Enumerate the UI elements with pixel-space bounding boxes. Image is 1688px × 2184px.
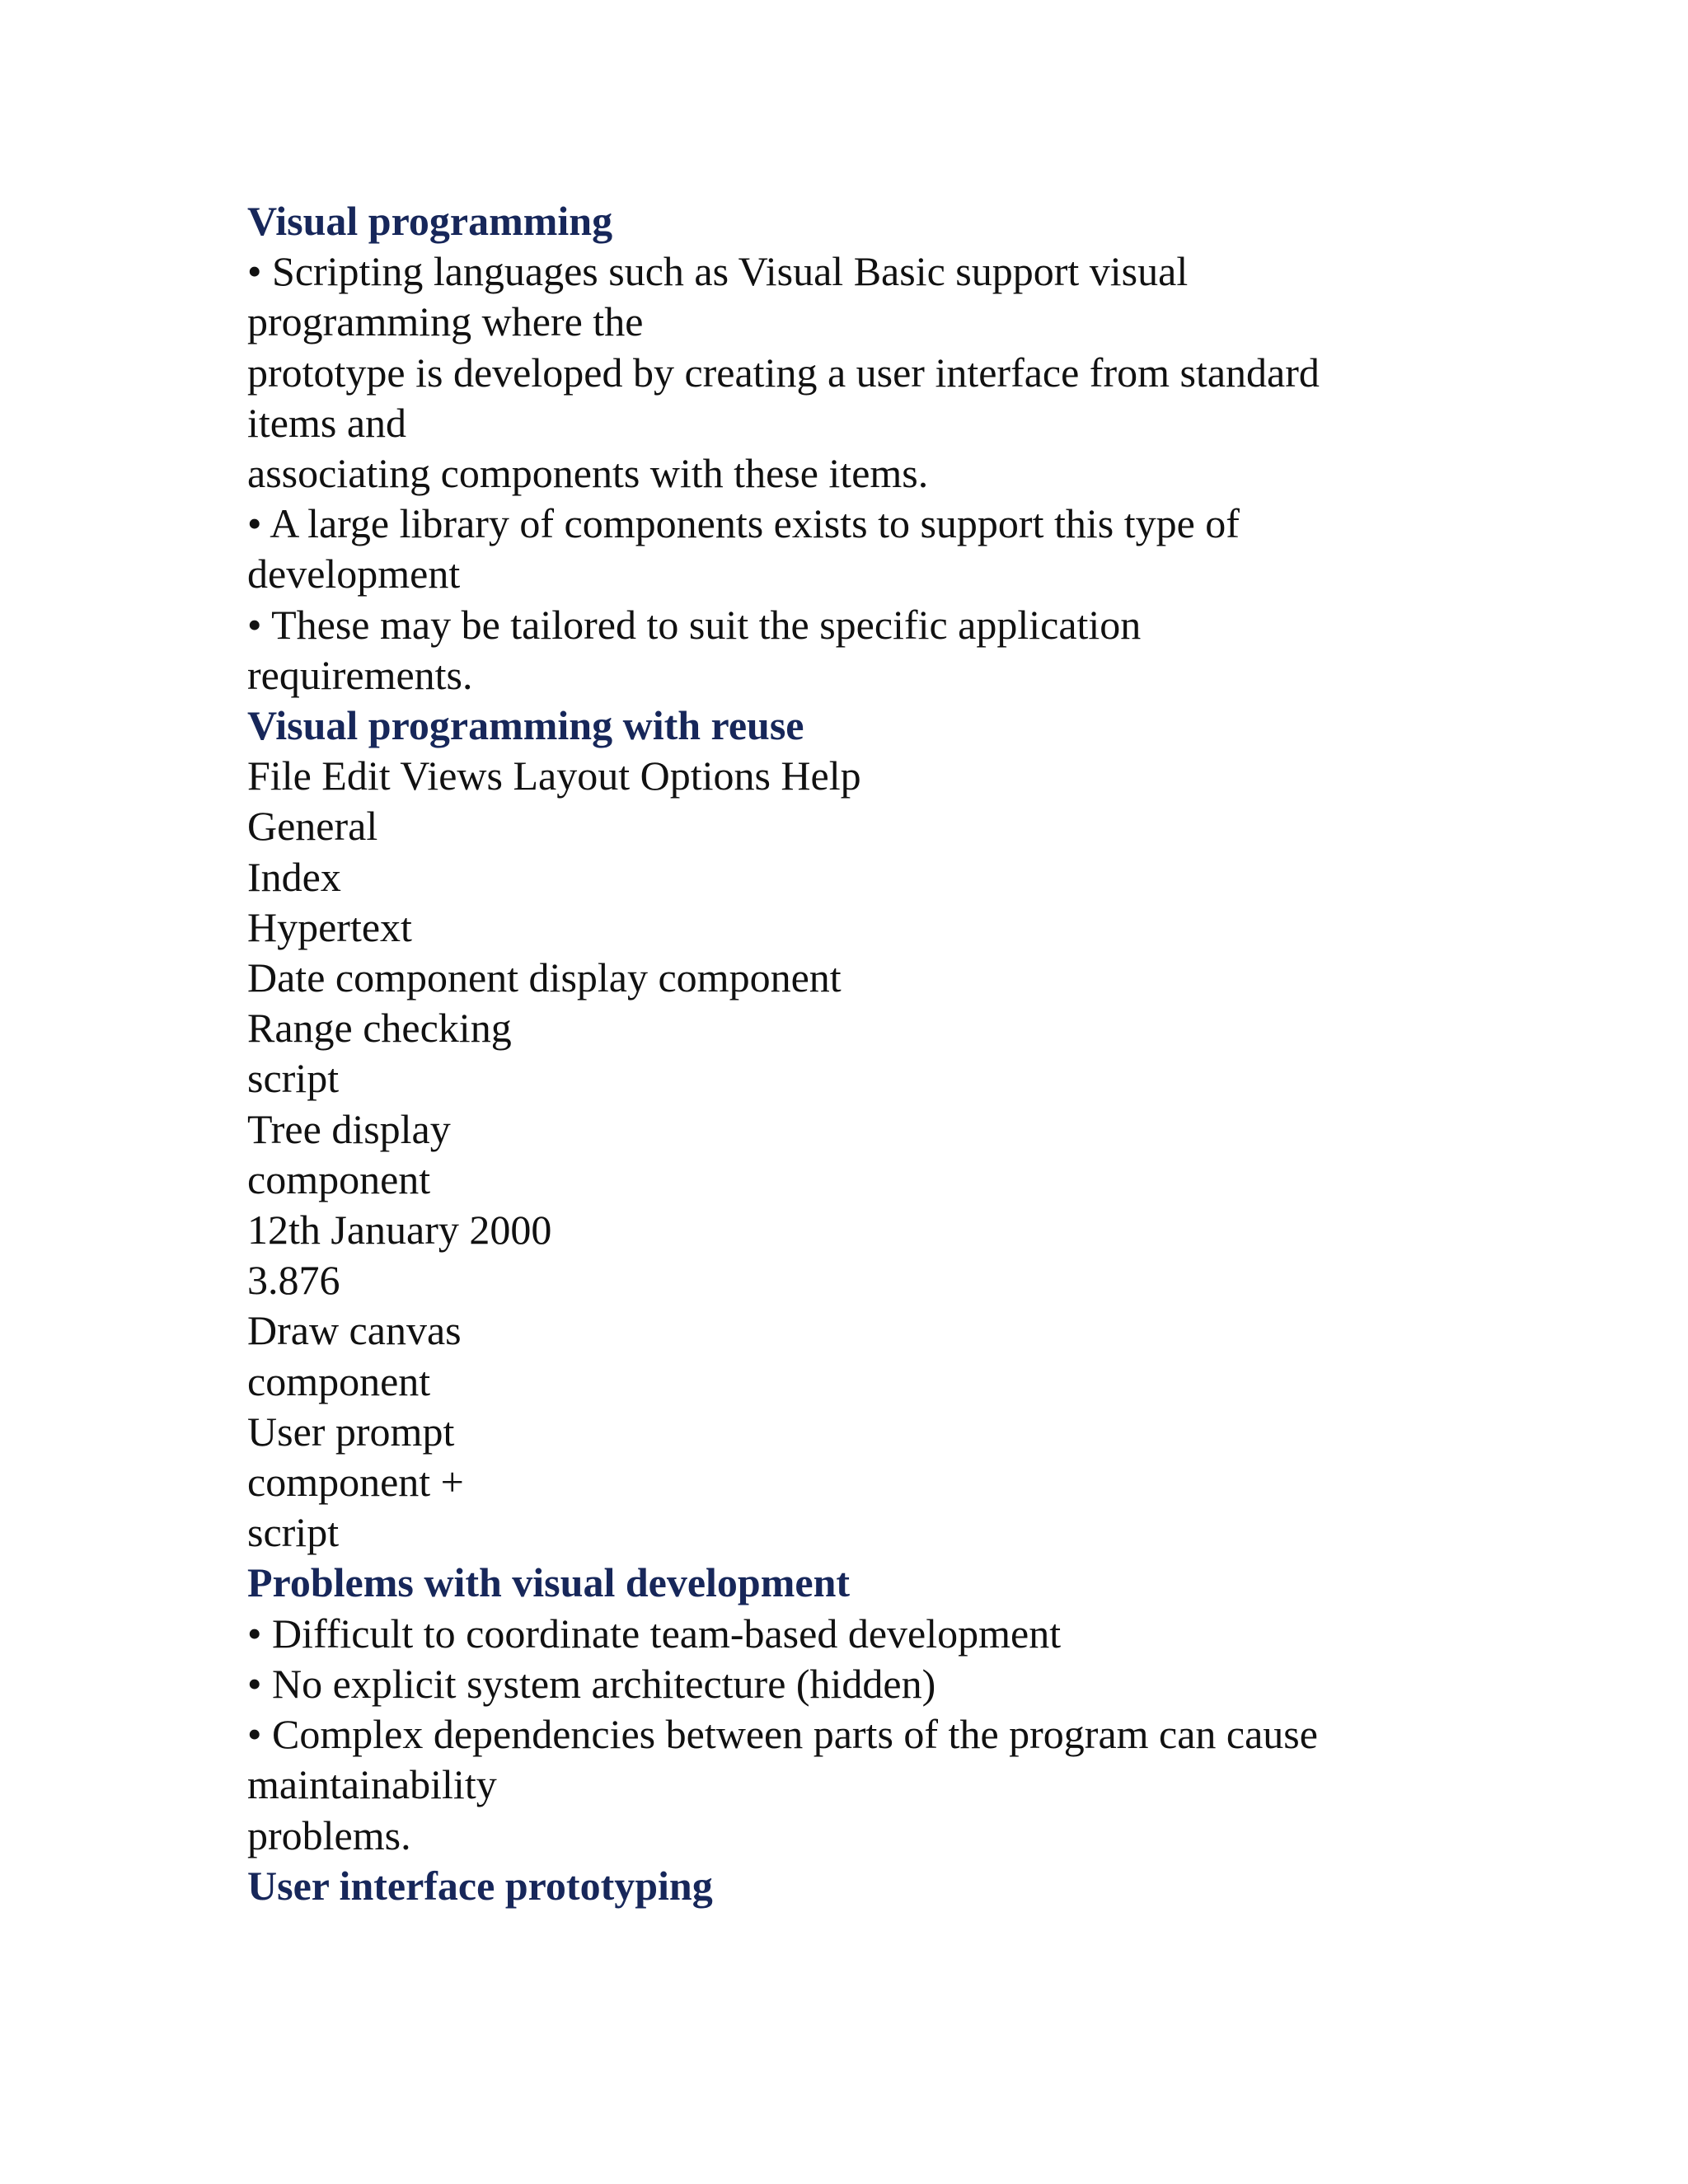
body-line: File Edit Views Layout Options Help <box>247 752 861 799</box>
body-line: Date component display component <box>247 954 842 1001</box>
body-line: requirements. <box>247 651 473 698</box>
body-line: • Difficult to coordinate team-based development <box>247 1610 1062 1657</box>
body-line: component <box>247 1155 431 1202</box>
body-line: development <box>247 551 461 598</box>
body-line: • Scripting languages such as Visual Basic support visual <box>247 248 1189 295</box>
heading-problems-with-visual-development: Problems with visual development <box>247 1559 851 1606</box>
body-line: associating components with these items. <box>247 450 929 497</box>
body-line: • These may be tailored to suit the specific application <box>247 601 1142 648</box>
body-line: problems. <box>247 1811 411 1858</box>
body-line: Hypertext <box>247 903 412 950</box>
body-line: component + <box>247 1459 464 1506</box>
body-line: component <box>247 1357 431 1404</box>
heading-user-interface-prototyping: User interface prototyping <box>247 1862 713 1909</box>
body-line: 3.876 <box>247 1257 340 1304</box>
body-line: items and <box>247 399 407 446</box>
body-line: script <box>247 1509 340 1556</box>
body-line: maintainability <box>247 1761 497 1808</box>
body-line: • No explicit system architecture (hidden) <box>247 1660 936 1707</box>
body-line: prototype is developed by creating a user interface from standard <box>247 349 1320 396</box>
heading-visual-programming: Visual programming <box>247 198 613 244</box>
body-line: • A large library of components exists to support this type of <box>247 500 1240 547</box>
body-line: Tree display <box>247 1105 451 1152</box>
body-line: programming where the <box>247 298 644 345</box>
body-line: Index <box>247 853 341 900</box>
body-line: script <box>247 1055 340 1102</box>
body-line: • Complex dependencies between parts of the program can cause <box>247 1711 1318 1758</box>
document-page <box>247 196 1442 1911</box>
body-line: Draw canvas <box>247 1307 462 1354</box>
body-line: General <box>247 803 378 850</box>
body-line: 12th January 2000 <box>247 1207 552 1254</box>
heading-visual-programming-with-reuse: Visual programming with reuse <box>247 702 804 749</box>
body-line: User prompt <box>247 1408 455 1455</box>
body-line: Range checking <box>247 1005 512 1052</box>
